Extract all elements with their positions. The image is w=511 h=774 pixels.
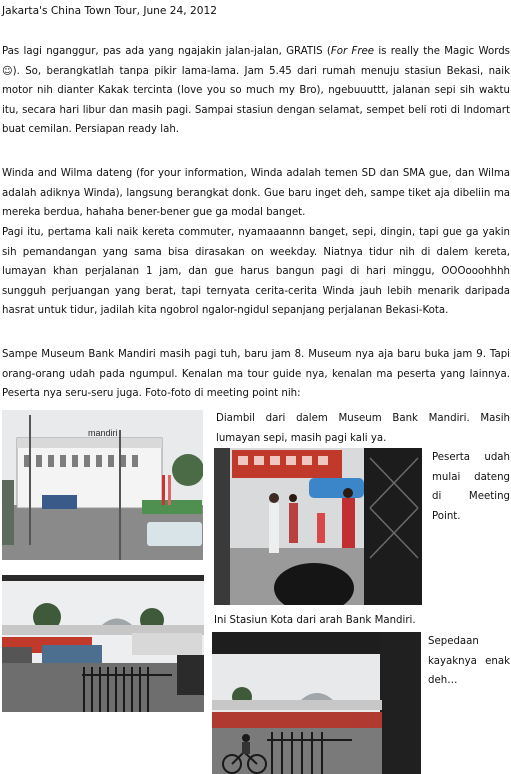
caption-participants: Peserta udah mulai dateng di Meeting Point. [432, 452, 510, 522]
intro-text-b: is really the Magic Words☺). So, berangkatlah tanpa pikir lama-lama. Jam 5.45 dari rumah menuju stasiun Bekasi, naik motor nih dianter Kakak tercinta (love you so much my Bro), ngebuuuttt, jalanan sepi sih waktu itu, secara hari libur dan masih pagi. Sampai stasiun dengan selamat, sempet beli roti di Indomart buat cemilan. Persiapan ready lah. [2, 46, 510, 136]
caption-museum-interior: Diambil dari dalem Museum Bank Mandiri. Masih lumayan sepi, masih pagi kali ya. [216, 413, 510, 444]
paragraph-intro [2, 42, 510, 140]
photo-station-kota [2, 575, 204, 712]
paragraph-train: Pagi itu, pertama kali naik kereta commuter, nyamaaannn banget, sepi, dingin, tapi gue ga yakin sih pemandangan yang sama bisa dirasakan on weekday. Niatnya tidur nih di dalem kereta, lumayan khan perjalanan 1 jam, dan gue harus bangun pagi di hari minggu, OOOooohhhh sungguh perjuangan yang berat, tapi ternyata cerita-cerita Winda jauh lebih menarik daripada hasrat untuk tidur, jadilah kita ngobrol ngalor-ngidul sepanjang perjalanan Bekasi-Kota. [2, 227, 510, 317]
caption-bicycle: Sepedaan kayaknya enak deh… [428, 636, 510, 687]
intro-text-a: Pas lagi nganggur, pas ada yang ngajakin jalan-jalan, GRATIS ( [2, 46, 331, 57]
photo-museum-interior [214, 448, 422, 605]
intro-emphasis: For Free [330, 46, 375, 57]
mandiri-sign-text: mandiri [88, 428, 118, 438]
photo-museum-exterior [2, 410, 203, 560]
paragraph-friends: Winda and Wilma dateng (for your information, Winda adalah temen SD dan SMA gue, dan Wilma adalah adiknya Winda), langsung berangkat donk. Gue baru inget deh, sampe tiket aja dibeliin ma mereka berdua, hahaha bener-bener gue ga modal banget. [2, 168, 510, 219]
post-title: Jakarta's China Town Tour, June 24, 2012 [2, 5, 217, 17]
photo-bicycle [212, 632, 421, 774]
caption-station: Ini Stasiun Kota dari arah Bank Mandiri. [214, 615, 416, 626]
paragraph-museum: Sampe Museum Bank Mandiri masih pagi tuh, baru jam 8. Museum nya aja baru buka jam 9. Tapi orang-orang udah pada ngumpul. Kenalan ma tour guide nya, kenalan ma peserta yang lainnya. Peserta nya seru-seru juga. Foto-foto di meeting point nih: [2, 349, 510, 400]
